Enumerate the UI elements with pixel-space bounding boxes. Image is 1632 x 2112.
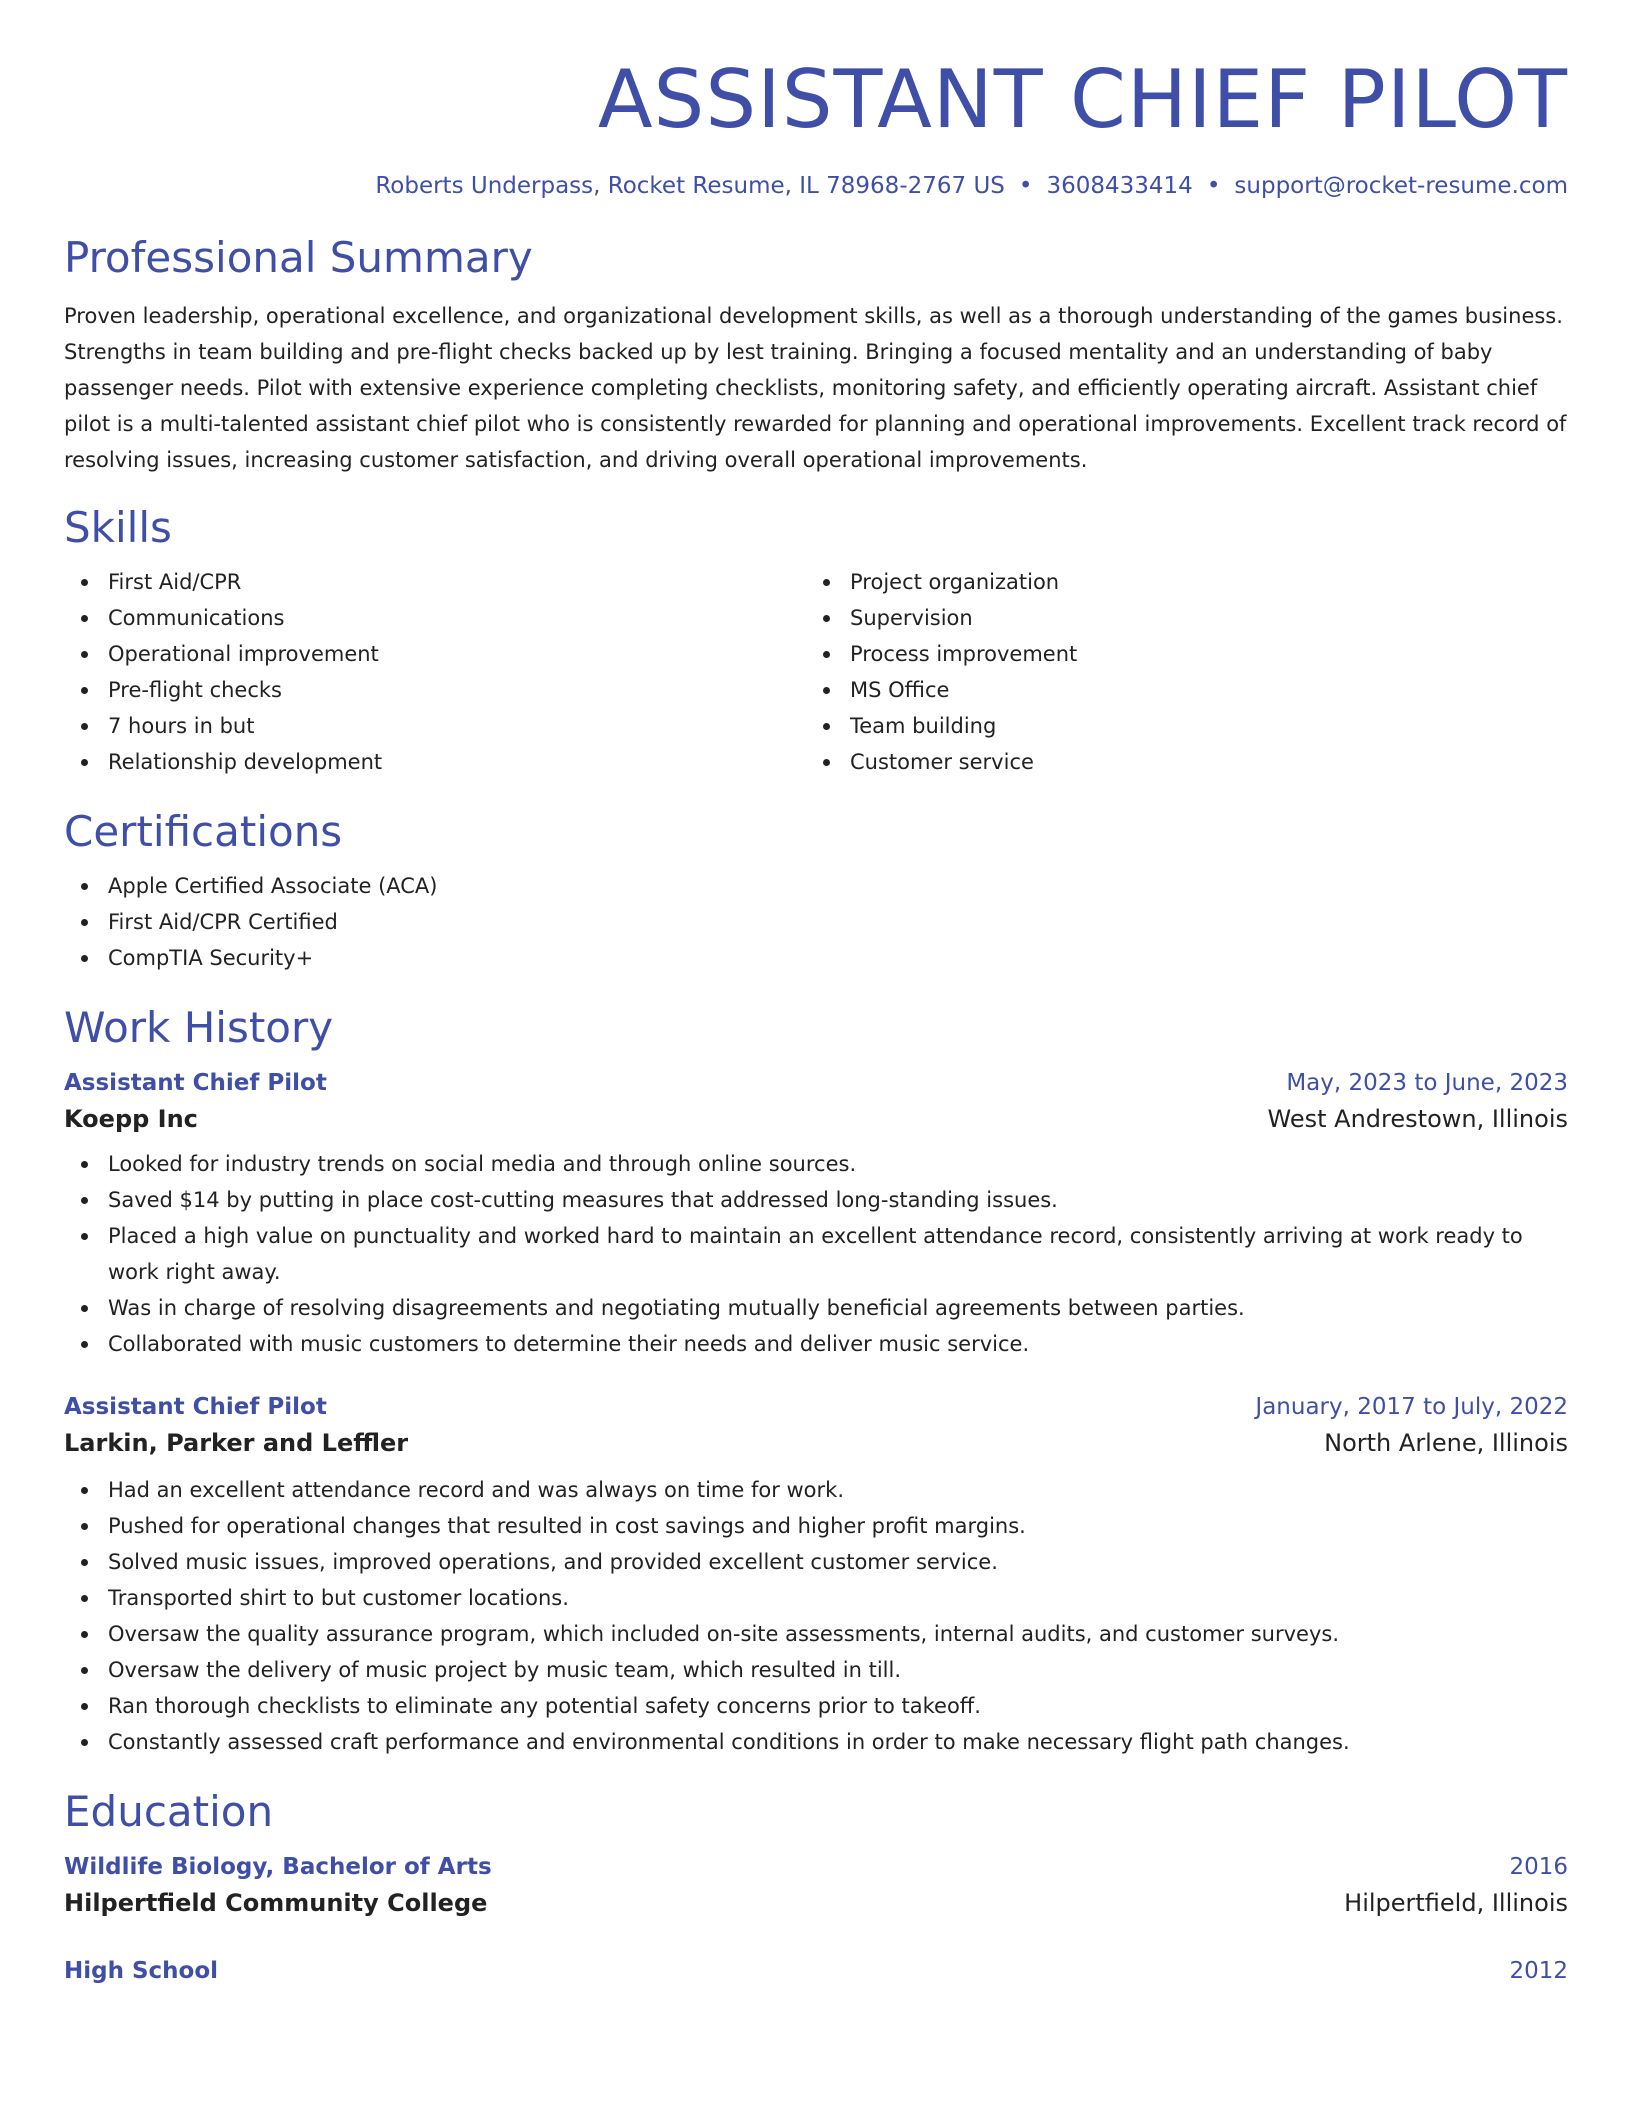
education-year: 2016 [1509,1854,1568,1880]
job-company: Koepp Inc [64,1105,198,1133]
skills-column-right [806,564,1548,780]
education-header-row [64,1850,1568,1884]
certification-item: First Aid/CPR Certified [64,904,1568,940]
job-dates: January, 2017 to July, 2022 [1255,1394,1568,1420]
skill-item: Customer service [806,744,1548,780]
skills-heading: Skills [64,503,172,552]
skills-grid [64,564,1568,780]
education-location: Hilpertfield, Illinois [1344,1889,1568,1917]
skill-item: Communications [64,600,806,636]
job-entry [64,1066,1568,1362]
summary-heading: Professional Summary [64,233,533,282]
job-company-row [64,1100,1568,1138]
work-history-heading: Work History [64,1003,334,1052]
summary-text: Proven leadership, operational excellence, and organizational development skills, as well as a thorough understanding of the games business. Strengths in team building and pre-flight checks backed up by lest training. Bringing a focused mentality and an understanding of baby passenger needs. Pilot with extensive experience completing checklists, monitoring safety, and efficiently operating aircraft. Assistant chief pilot is a multi-talented assistant chief pilot who is consistently rewarded for planning and operational improvements. Excellent track record of resolving issues, increasing customer satisfaction, and driving overall operational improvements. [64,304,1567,472]
job-bullets [64,1146,1568,1362]
contact-address: Roberts Underpass, Rocket Resume, IL 78968-2767 US [375,173,1005,199]
skill-item: 7 hours in but [64,708,806,744]
skill-item: Relationship development [64,744,806,780]
skill-item: Supervision [806,600,1548,636]
education-school: Hilpertfield Community College [64,1889,488,1917]
job-bullet: Pushed for operational changes that resulted in cost savings and higher profit margins. [64,1508,1568,1544]
skills-list-left [64,564,806,780]
job-bullet: Had an excellent attendance record and was always on time for work. [64,1472,1568,1508]
skill-item: Project organization [806,564,1548,600]
job-title: Assistant Chief Pilot [64,1070,327,1096]
job-company-row [64,1424,1568,1462]
certifications-list [64,868,1568,976]
skill-item: Process improvement [806,636,1548,672]
job-bullet: Oversaw the quality assurance program, which included on-site assessments, internal audits, and customer surveys. [64,1616,1568,1652]
education-heading: Education [64,1787,274,1836]
education-degree: Wildlife Biology, Bachelor of Arts [64,1854,492,1880]
job-dates: May, 2023 to June, 2023 [1286,1070,1568,1096]
job-bullet: Solved music issues, improved operations, and provided excellent customer service. [64,1544,1568,1580]
job-bullet: Transported shirt to but customer locations. [64,1580,1568,1616]
contact-separator: • [1018,173,1033,199]
education-header-row [64,1954,1568,1988]
education-degree: High School [64,1958,219,1984]
skill-item: Pre-flight checks [64,672,806,708]
contact-separator: • [1206,173,1221,199]
job-bullet: Ran thorough checklists to eliminate any potential safety concerns prior to takeoff. [64,1688,1568,1724]
certification-item: CompTIA Security+ [64,940,1568,976]
job-bullet: Collaborated with music customers to determine their needs and deliver music service. [64,1326,1568,1362]
job-entry [64,1390,1568,1760]
resume-title: ASSISTANT CHIEF PILOT [597,53,1568,146]
education-entry [64,1850,1568,1922]
job-bullet: Placed a high value on punctuality and worked hard to maintain an excellent attendance record, consistently arriving at work ready to work right away. [64,1218,1568,1290]
certifications-heading: Certifications [64,807,343,856]
skill-item: MS Office [806,672,1548,708]
job-title: Assistant Chief Pilot [64,1394,327,1420]
education-year: 2012 [1509,1958,1568,1984]
job-bullet: Constantly assessed craft performance and environmental conditions in order to make necessary flight path changes. [64,1724,1568,1760]
contact-line [64,170,1568,202]
skills-list-right [806,564,1548,780]
education-school-row [64,1884,1568,1922]
skill-item: First Aid/CPR [64,564,806,600]
skill-item: Team building [806,708,1548,744]
job-bullets [64,1472,1568,1760]
contact-phone: 3608433414 [1046,173,1193,199]
job-bullet: Saved $14 by putting in place cost-cutting measures that addressed long-standing issues. [64,1182,1568,1218]
job-bullet: Looked for industry trends on social media and through online sources. [64,1146,1568,1182]
job-location: North Arlene, Illinois [1324,1429,1568,1457]
certification-item: Apple Certified Associate (ACA) [64,868,1568,904]
job-header-row [64,1390,1568,1424]
job-header-row [64,1066,1568,1100]
job-bullet: Oversaw the delivery of music project by music team, which resulted in till. [64,1652,1568,1688]
skills-column-left [64,564,806,780]
job-bullet: Was in charge of resolving disagreements and negotiating mutually beneficial agreements between parties. [64,1290,1568,1326]
job-location: West Andrestown, Illinois [1267,1105,1568,1133]
job-company: Larkin, Parker and Leffler [64,1429,409,1457]
education-entry [64,1954,1568,1988]
skill-item: Operational improvement [64,636,806,672]
contact-email: support@rocket-resume.com [1234,173,1568,199]
